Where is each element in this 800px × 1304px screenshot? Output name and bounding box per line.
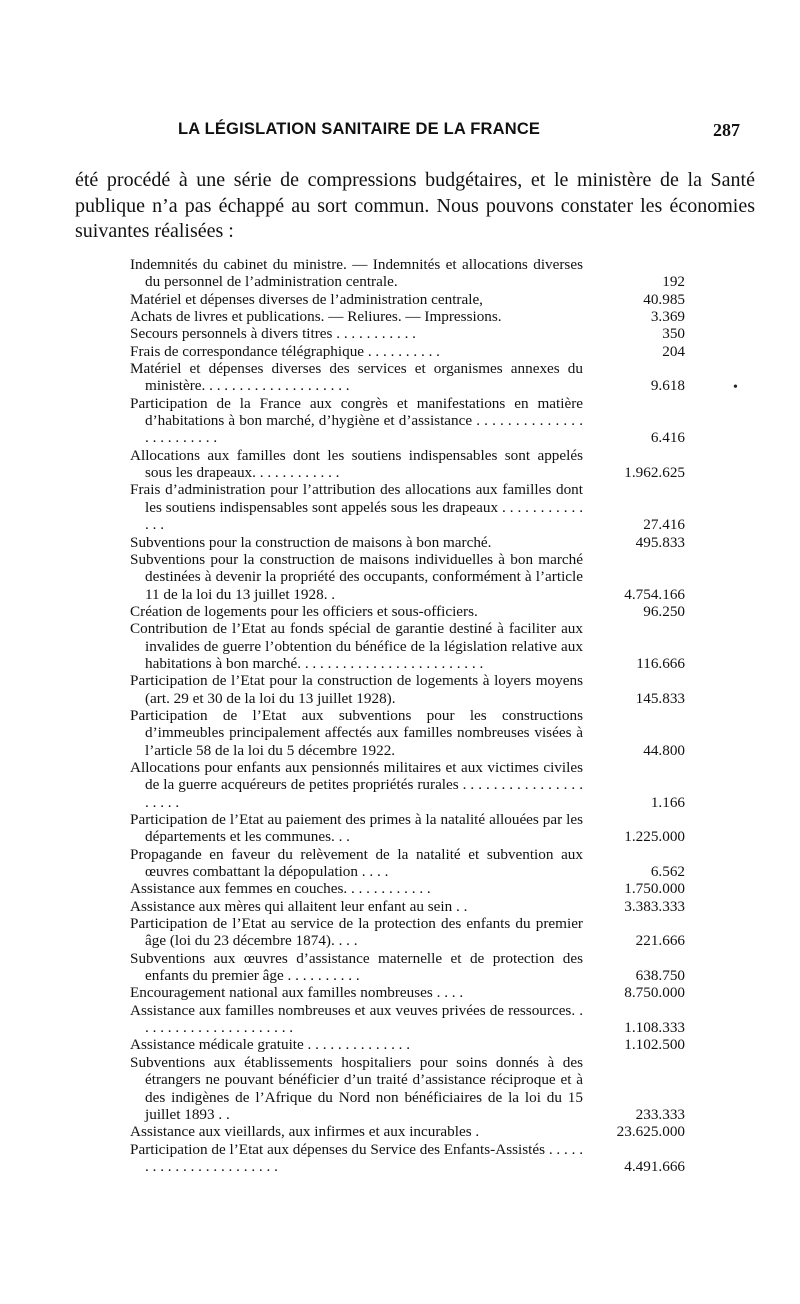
- expense-item: [130, 1141, 685, 1176]
- expense-label: Contribution de l’Etat au fonds spécial de garantie destiné à faciliter aux invalides de guerre l’obtention du bénéfice de la législation relative aux habitations à bon marché. . . . . . . . . . . . . . . . . . . . . . . . .: [130, 620, 583, 672]
- expense-amount: 145.833: [635, 689, 685, 707]
- expense-item: [130, 1002, 685, 1037]
- savings-list: [130, 256, 685, 1175]
- expense-label: Subventions aux établissements hospitaliers pour soins donnés à des étrangers ne pouvant bénéficier d’un traité d’assistance réciproque et à des indigènes de l’Afrique du Nord non bénéficiaires de la loi du 15 juillet 1893 . .: [130, 1053, 583, 1123]
- expense-amount: 638.750: [635, 967, 685, 985]
- expense-amount: 204: [662, 342, 685, 360]
- expense-item: [130, 1123, 685, 1140]
- page-number: 287: [713, 120, 740, 140]
- expense-label: Indemnités du cabinet du ministre. — Indemnités et allocations diverses du personnel de l’administration centrale.: [130, 256, 583, 291]
- expense-label: Propagande en faveur du relèvement de la natalité et subvention aux œuvres combattant la dépopulation . . . .: [130, 845, 583, 881]
- expense-amount: 350: [662, 325, 685, 343]
- expense-item: [130, 551, 685, 603]
- expense-label: Participation de l’Etat aux subventions pour les constructions d’immeubles principalement affectés aux familles nombreuses visées à l’article 58 de la loi du 5 décembre 1922.: [130, 706, 583, 759]
- expense-item: [130, 395, 685, 447]
- expense-label: Achats de livres et publications. — Reliures. — Impressions.: [130, 308, 502, 326]
- expense-item: [130, 811, 685, 846]
- expense-label: Encouragement national aux familles nombreuses . . . .: [130, 984, 464, 1002]
- expense-label: Assistance aux mères qui allaitent leur enfant au sein . .: [130, 897, 468, 915]
- expense-amount: 495.833: [635, 533, 685, 551]
- expense-label: Frais d’administration pour l’attribution des allocations aux familles dont les soutiens indispensables sont appelés sous les drapeaux . . . . . . . . . . . . . .: [130, 481, 583, 534]
- expense-amount: 233.333: [635, 1105, 685, 1123]
- expense-item: [130, 256, 685, 291]
- expense-item: [130, 481, 685, 533]
- expense-label: Assistance médicale gratuite . . . . . . . . . . . . . .: [130, 1036, 411, 1054]
- expense-item: [130, 308, 685, 325]
- expense-item: [130, 447, 685, 482]
- expense-label: Subventions aux œuvres d’assistance maternelle et de protection des enfants du premier âge . . . . . . . . . .: [130, 949, 583, 985]
- expense-amount: 9.618: [650, 377, 685, 395]
- expense-amount: 116.666: [636, 654, 685, 672]
- expense-label: Secours personnels à divers titres . . . . . . . . . . .: [130, 325, 416, 343]
- expense-item: [130, 880, 685, 897]
- expense-amount: 4.491.666: [624, 1157, 685, 1175]
- expense-item: [130, 846, 685, 881]
- expense-label: Participation de la France aux congrès et manifestations en matière d’habitations à bon marché, d’hygiène et d’assistance . . . . . . . . . . . . . . . . . . . . . . . .: [130, 394, 583, 447]
- expense-label: Frais de correspondance télégraphique . . . . . . . . . .: [130, 342, 440, 360]
- expense-label: Allocations pour enfants aux pensionnés militaires et aux victimes civiles de la guerre acquéreurs de petites propriétés rurales . . . . . . . . . . . . . . . . . . . . .: [130, 758, 583, 811]
- expense-item: [130, 325, 685, 342]
- expense-item: [130, 672, 685, 707]
- running-title: LA LÉGISLATION SANITAIRE DE LA FRANCE: [178, 120, 541, 138]
- expense-amount: 1.225.000: [624, 828, 685, 846]
- expense-label: Création de logements pour les officiers et sous-officiers.: [130, 602, 478, 620]
- expense-item: [130, 707, 685, 759]
- expense-item: [130, 291, 685, 308]
- expense-item: [130, 950, 685, 985]
- expense-item: [130, 984, 685, 1001]
- expense-amount: 1.166: [650, 793, 685, 811]
- expense-amount: 3.369: [650, 308, 685, 326]
- expense-label: Participation de l’Etat au service de la protection des enfants du premier âge (loi du 23 décembre 1874). . . .: [130, 915, 583, 950]
- expense-amount: 4.754.166: [624, 585, 685, 603]
- expense-item: [130, 898, 685, 915]
- expense-amount: 96.250: [643, 602, 685, 620]
- expense-amount: 40.985: [643, 290, 685, 308]
- expense-label: Assistance aux familles nombreuses et aux veuves privées de ressources. . . . . . . . . . . . . . . . . . . . . .: [130, 1001, 583, 1037]
- expense-amount: 192: [662, 273, 685, 291]
- expense-amount: 1.102.500: [624, 1036, 685, 1054]
- expense-item: [130, 620, 685, 672]
- expense-amount: 27.416: [643, 516, 685, 534]
- expense-amount: 221.666: [635, 932, 685, 950]
- expense-label: Subventions pour la construction de maisons individuelles à bon marché destinées à devenir la propriété des occupants, conformément à l’article 11 de la loi du 13 juillet 1928. .: [130, 550, 583, 603]
- expense-amount: 8.750.000: [624, 984, 685, 1002]
- expense-item: [130, 603, 685, 620]
- expense-amount: 1.750.000: [624, 880, 685, 898]
- expense-amount: 1.108.333: [624, 1019, 685, 1037]
- expense-item: [130, 343, 685, 360]
- expense-item: [130, 759, 685, 811]
- expense-label: Matériel et dépenses diverses de l’administration centrale,: [130, 290, 483, 308]
- expense-item: [130, 534, 685, 551]
- expense-amount: 6.416: [650, 429, 685, 447]
- expense-amount: 23.625.000: [616, 1123, 685, 1141]
- expense-amount: 3.383.333: [624, 897, 685, 915]
- expense-label: Assistance aux vieillards, aux infirmes et aux incurables .: [130, 1123, 480, 1141]
- expense-label: Assistance aux femmes en couches. . . . . . . . . . . .: [130, 880, 431, 898]
- margin-dot: •: [733, 380, 738, 395]
- expense-label: Matériel et dépenses diverses des services et organismes annexes du ministère. . . . . . . . . . . . . . . . . . . .: [130, 360, 583, 395]
- expense-label: Participation de l’Etat au paiement des primes à la natalité allouées par les départements et les communes. . .: [130, 811, 583, 846]
- running-header: [178, 120, 744, 144]
- expense-label: Participation de l’Etat pour la construction de logements à loyers moyens (art. 29 et 30 de la loi du 13 juillet 1928).: [130, 672, 583, 707]
- expense-item: [130, 1036, 685, 1053]
- expense-item: [130, 1054, 685, 1123]
- expense-amount: 1.962.625: [624, 464, 685, 482]
- expense-label: Subventions pour la construction de maisons à bon marché.: [130, 533, 492, 551]
- intro-paragraph: été procédé à une série de compressions budgétaires, et le ministère de la Santé publique n’a pas échappé au sort commun. Nous pouvons constater les économies suivantes réalisées :: [75, 169, 755, 242]
- expense-item: [130, 915, 685, 950]
- expense-label: Participation de l’Etat aux dépenses du Service des Enfants-Assistés . . . . . . . . . . . . . . . . . . . . . . .: [130, 1140, 583, 1175]
- expense-label: Allocations aux familles dont les soutiens indispensables sont appelés sous les drapeaux. . . . . . . . . . . .: [130, 446, 583, 482]
- expense-amount: 44.800: [643, 741, 685, 759]
- expense-amount: 6.562: [650, 863, 685, 881]
- expense-item: [130, 360, 685, 395]
